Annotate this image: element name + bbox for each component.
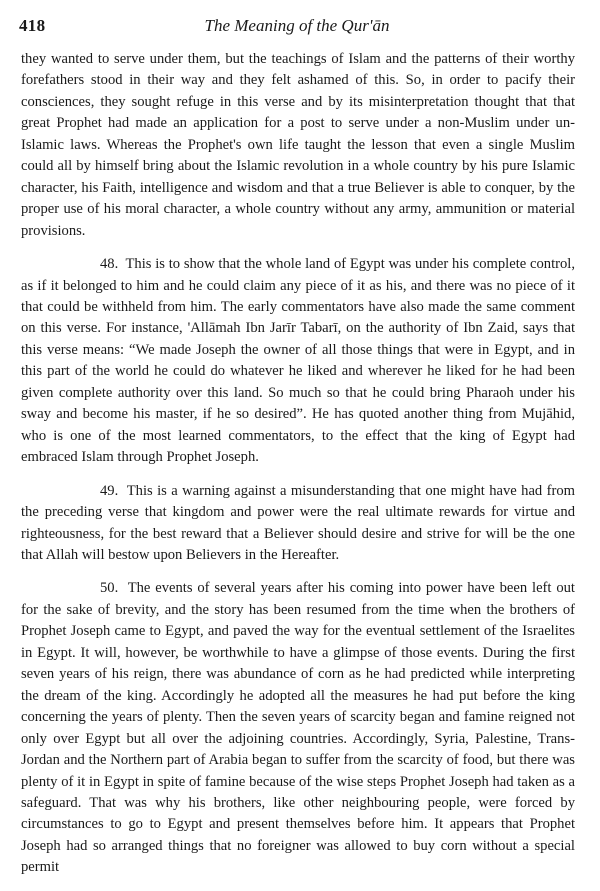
note-number: 50. xyxy=(100,580,119,597)
note-49-paragraph xyxy=(21,481,575,567)
note-number: 48. xyxy=(100,256,119,273)
paragraph-text: This is a warning against a misunderstanding that one might have had from the preceding verse that kingdom and power were the real ultimate rewards for virtue and righteousness, for the best reward that a Believer should desire and strive for will be the one that Allah will bestow upon Believers in the Hereafter. xyxy=(21,482,575,563)
paragraph-text: This is to show that the whole land of Egypt was under his complete control, as if it belonged to him and he could claim any piece of it as his, and there was no piece of it that could be withheld from him. The early commentators have also made the same comment on this verse. For instance, 'Allāmah Ibn Jarīr Tabarī, on the authority of Ibn Zaid, says that this verse means: “We made Joseph the owner of all those things that were in Egypt, and in this part of the world he could do whatever he liked and wherever he liked for he had been given complete authority over this land. So much so that he could bring Pharaoh under his sway and become his master, if he so desired”. He has quoted another thing from Mujāhid, who is one of the most learned commentators, to the effect that the king of Egypt had embraced Islam through Prophet Joseph. xyxy=(21,256,575,466)
page-header xyxy=(19,16,575,40)
paragraph-text: they wanted to serve under them, but the teachings of Islam and the patterns of their worthy forefathers stood in their way and they felt ashamed of this. So, in order to pacify their consciences, they sought refuge in this verse and by its misinterpretation thought that that great Prophet had made an application for a post to serve under a non-Muslim under un-Islamic laws. Whereas the Prophet's own life taught the lesson that even a single Muslim could all by himself bring about the Islamic revolution in a whole country by his pure Islamic character, his Faith, intelligence and wisdom and that a true Believer is able to conquer, by the proper use of his moral character, a whole country without any army, ammunition or material provisions. xyxy=(21,51,575,239)
running-title: The Meaning of the Qur'ān xyxy=(204,16,390,35)
paragraph-text: The events of several years after his coming into power have been left out for the sake of brevity, and the story has been resumed from the time when the brothers of Prophet Joseph came to Egypt, and paved the way for the eventual settlement of the Israelites in Egypt. It will, however, be worthwhile to have a glimpse of those events. During the first seven years of his reign, there was abundance of corn as he had predicted while interpreting the dream of the king. Accordingly he adopted all the measures he had put before the king concerning the years of plenty. Then the seven years of scarcity began and famine reigned not only over Egypt but all over the adjoining countries. Accordingly, Syria, Palestine, Trans-Jordan and the Northern part of Arabia began to suffer from the scarcity of food, but there was plenty of it in Egypt in spite of famine because of the wise steps Prophet Joseph had taken as a safeguard. That was why his brothers, like other neighbouring people, were forced by circumstances to go to Egypt and present themselves before him. It appears that Prophet Joseph had so arranged things that no foreigner was allowed to buy corn without a special permit xyxy=(21,580,575,876)
page-number: 418 xyxy=(19,16,46,35)
continued-paragraph xyxy=(21,49,575,242)
note-50-paragraph xyxy=(21,578,575,878)
note-number: 49. xyxy=(100,482,119,499)
body-text xyxy=(21,49,575,879)
note-48-paragraph xyxy=(21,254,575,469)
